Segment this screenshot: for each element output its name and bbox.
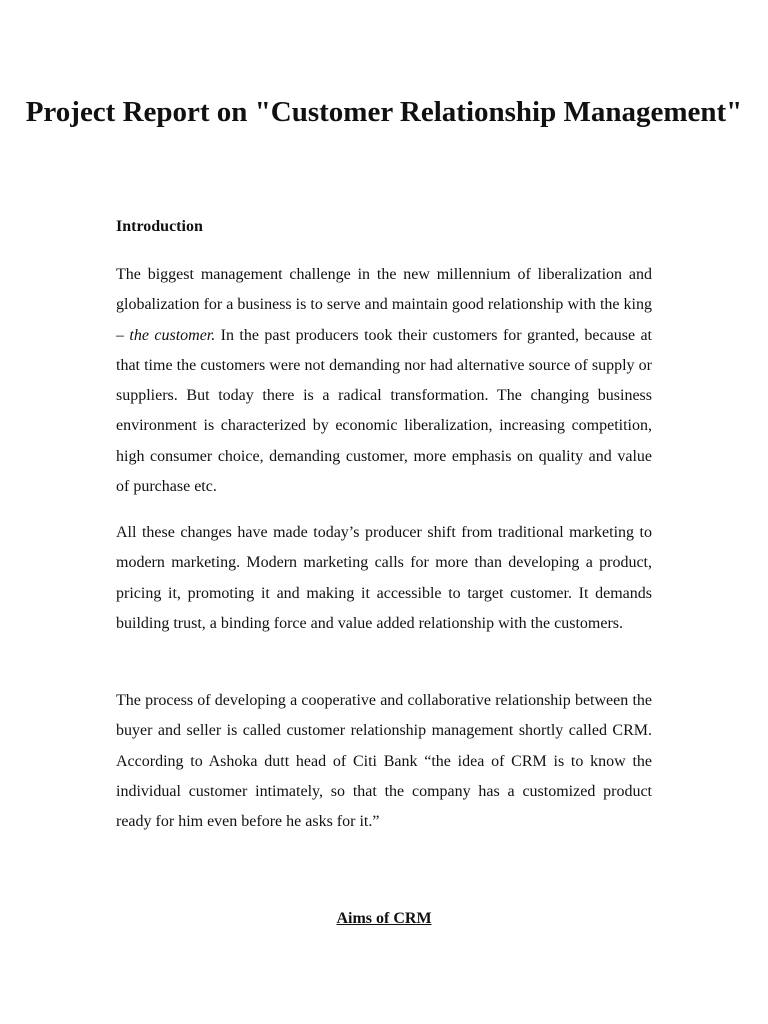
paragraph-2: All these changes have made today’s producer shift from traditional marketing to modern marketing. Modern marketing calls for more than developing a product, pricing it, promoting it and making it accessible to target customer. It demands building trust, a binding force and value added relationship with the customers. <box>116 524 652 632</box>
paragraph-1-italic-text: the customer. <box>129 326 216 344</box>
paragraph-1 <box>116 260 652 502</box>
paragraph-3: The process of developing a cooperative and collaborative relationship between the buyer and seller is called customer relationship management shortly called CRM. According to Ashoka dutt head of Citi Bank “the idea of CRM is to know the individual customer intimately, so that the company has a customized product ready for him even before he asks for it.” <box>116 692 652 831</box>
aims-of-crm-heading: Aims of CRM <box>336 910 432 927</box>
paragraph-1-text-end: In the past producers took their customers for granted, because at that time the customers were not demanding nor had alternative source of supply or suppliers. But today there is a radical transformation. The changing business environment is characterized by economic liberalization, increasing competition, high consumer choice, demanding customer, more emphasis on quality and value of purchase etc. <box>116 326 653 496</box>
paragraph-1-text-start: The biggest management challenge in the new millennium of liberalization and globalization for a business is to serve and maintain good relationship with the king – <box>116 266 652 344</box>
document-title: Project Report on "Customer Relationship Management" <box>25 96 743 128</box>
introduction-heading: Introduction <box>116 218 203 235</box>
